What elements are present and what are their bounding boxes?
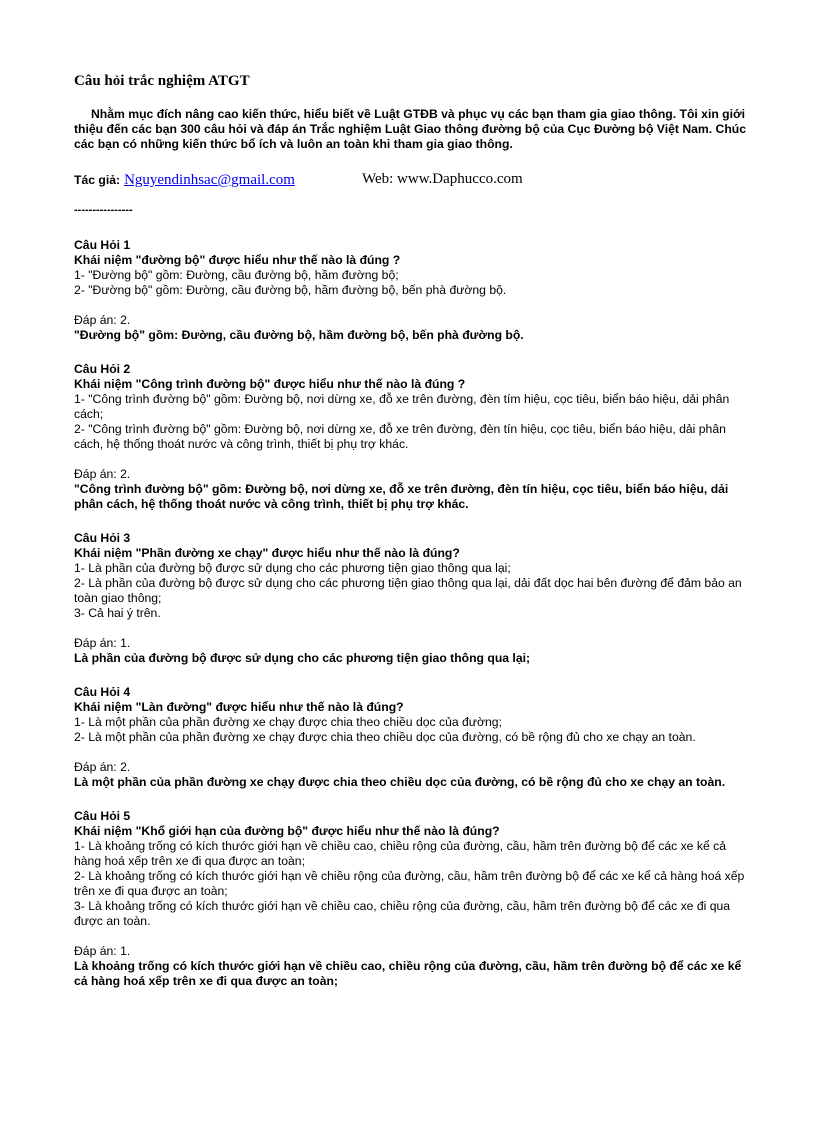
divider: ---------------- — [74, 204, 133, 216]
question-text: Khái niệm "Công trình đường bộ" được hiểu như thế nào là đúng ? — [74, 377, 466, 391]
question-block — [74, 685, 746, 790]
answer-block — [74, 467, 746, 512]
document-title: Câu hỏi trắc nghiệm ATGT — [74, 73, 250, 89]
answer-block — [74, 636, 746, 666]
question-option: 3- Là khoảng trống có kích thước giới hạn về chiều cao, chiều rộng của đường, cầu, hầm trên đường bộ để các xe đi qua được an toàn. — [74, 899, 731, 928]
answer-block — [74, 760, 746, 790]
document-page — [74, 72, 746, 1008]
answer-text: Là khoảng trống có kích thước giới hạn về chiều cao, chiều rộng của đường, cầu, hầm trên đường bộ để các xe kể cả hàng hoá xếp trên xe đi qua được an toàn; — [74, 959, 742, 988]
answer-label: Đáp án: 2. — [74, 467, 131, 481]
author-line — [74, 171, 746, 191]
question-block — [74, 362, 746, 512]
question-option: 2- Là một phần của phần đường xe chạy được chia theo chiều dọc của đường, có bề rộng đủ cho xe chạy an toàn. — [74, 730, 696, 744]
question-option: 1- Là khoảng trống có kích thước giới hạn về chiều cao, chiều rộng của đường, cầu, hầm trên đường bộ để các xe kể cả hàng hoá xếp trên xe đi qua được an toàn; — [74, 839, 726, 868]
answer-text: "Đường bộ" gồm: Đường, cầu đường bộ, hầm đường bộ, bến phà đường bộ. — [74, 328, 524, 342]
question-option: 2- Là khoảng trống có kích thước giới hạn về chiều rộng của đường, cầu, hầm trên đường bộ để các xe kể cả hàng hoá xếp trên xe đi qua được an toàn; — [74, 869, 745, 898]
question-text: Khái niệm "Làn đường" được hiểu như thế nào là đúng? — [74, 700, 404, 714]
question-block — [74, 531, 746, 666]
question-number: Câu Hỏi 4 — [74, 685, 131, 699]
question-option: 1- "Công trình đường bộ" gồm: Đường bộ, nơi dừng xe, đỗ xe trên đường, đèn tím hiệu, cọc tiêu, biển báo hiệu, dải phân cách; — [74, 392, 730, 421]
question-list — [74, 238, 746, 989]
answer-block — [74, 944, 746, 989]
answer-text: Là phần của đường bộ được sử dụng cho các phương tiện giao thông qua lại; — [74, 651, 531, 665]
question-number: Câu Hỏi 2 — [74, 362, 131, 376]
website-text: Web: www.Daphucco.com — [362, 171, 523, 187]
question-block — [74, 238, 746, 343]
question-number: Câu Hỏi 5 — [74, 809, 131, 823]
answer-block — [74, 313, 746, 343]
intro-paragraph: Nhằm mục đích nâng cao kiến thức, hiểu biết về Luật GTĐB và phục vụ các bạn tham gia giao thông. Tôi xin giới thiệu đến các bạn 300 câu hỏi và đáp án Trắc nghiệm Luật Giao thông đường bộ của Cục Đường bộ Việt Nam. Chúc các bạn có những kiến thức bổ ích và luôn an toàn khi tham gia giao thông. — [74, 107, 746, 151]
author-email-link[interactable]: Nguyendinhsac@gmail.com — [124, 172, 295, 188]
question-option: 3- Cả hai ý trên. — [74, 606, 161, 620]
question-option: 2- Là phần của đường bộ được sử dụng cho các phương tiện giao thông qua lại, dải đất dọc hai bên đường để đảm bảo an toàn giao thông; — [74, 576, 742, 605]
question-number: Câu Hỏi 3 — [74, 531, 131, 545]
question-option: 1- Là một phần của phần đường xe chạy được chia theo chiều dọc của đường; — [74, 715, 502, 729]
question-text: Khái niệm "đường bộ" được hiểu như thế nào là đúng ? — [74, 253, 401, 267]
question-option: 1- Là phần của đường bộ được sử dụng cho các phương tiện giao thông qua lại; — [74, 561, 511, 575]
question-text: Khái niệm "Phần đường xe chạy" được hiểu như thế nào là đúng? — [74, 546, 460, 560]
question-text: Khái niệm "Khổ giới hạn của đường bộ" được hiểu như thế nào là đúng? — [74, 824, 500, 838]
question-option: 1- "Đường bộ" gồm: Đường, cầu đường bộ, hầm đường bộ; — [74, 268, 399, 282]
answer-label: Đáp án: 2. — [74, 313, 131, 327]
answer-label: Đáp án: 1. — [74, 944, 131, 958]
answer-label: Đáp án: 1. — [74, 636, 131, 650]
question-option: 2- "Đường bộ" gồm: Đường, cầu đường bộ, hầm đường bộ, bến phà đường bộ. — [74, 283, 507, 297]
answer-label: Đáp án: 2. — [74, 760, 131, 774]
answer-text: Là một phần của phần đường xe chạy được chia theo chiều dọc của đường, có bề rộng đủ cho xe chạy an toàn. — [74, 775, 726, 789]
question-number: Câu Hỏi 1 — [74, 238, 131, 252]
answer-text: "Công trình đường bộ" gồm: Đường bộ, nơi dừng xe, đỗ xe trên đường, đèn tín hiệu, cọc tiêu, biển báo hiệu, dải phân cách, hệ thống thoát nước và công trình, thiết bị phụ trợ khác. — [74, 482, 729, 511]
question-option: 2- "Công trình đường bộ" gồm: Đường bộ, nơi dừng xe, đỗ xe trên đường, đèn tín hiệu, cọc tiêu, biển báo hiệu, dải phân cách, hệ thống thoát nước và công trình, thiết bị phụ trợ khác. — [74, 422, 726, 451]
author-label: Tác giả: — [74, 173, 121, 187]
question-block — [74, 809, 746, 989]
